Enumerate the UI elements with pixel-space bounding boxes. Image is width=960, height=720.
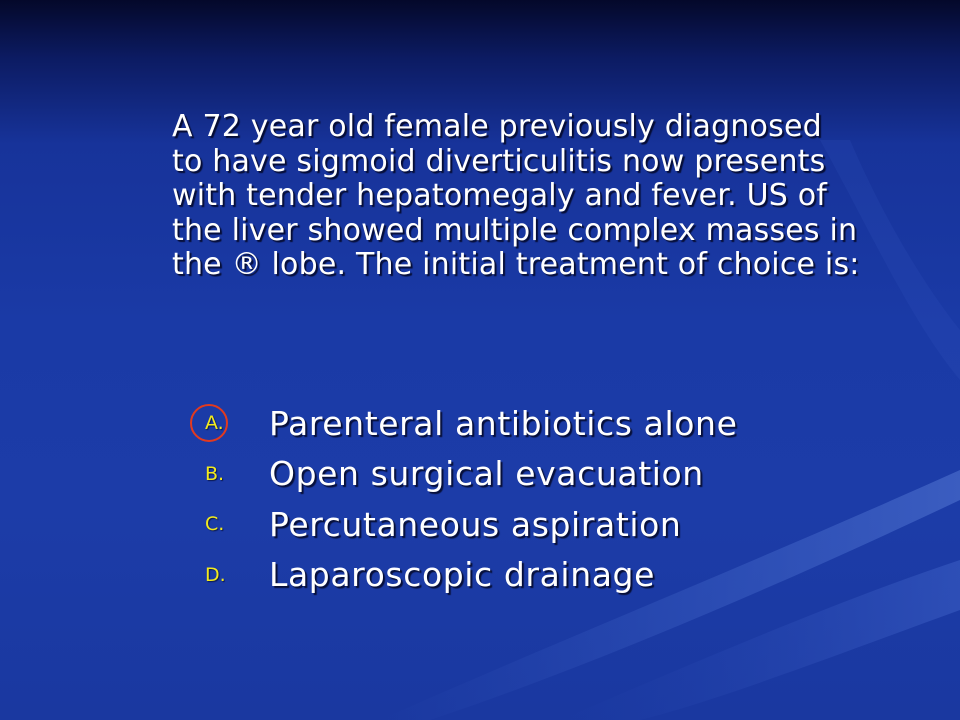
option-c-marker: C. bbox=[205, 513, 225, 536]
option-d-text: Laparoscopic drainage bbox=[269, 555, 655, 595]
option-a-marker bbox=[203, 412, 269, 434]
answer-circle-mark bbox=[190, 404, 228, 442]
question-text: A 72 year old female previously diagnosed to have sigmoid diverticulitis now presents with tender hepatomegaly and fever. US of the liver showed multiple complex masses in the ® lobe. The initial treatment of choice is: bbox=[172, 109, 860, 282]
option-b bbox=[203, 449, 863, 500]
option-b-marker: B. bbox=[205, 462, 225, 485]
option-c bbox=[203, 499, 863, 550]
option-b-text: Open surgical evacuation bbox=[269, 454, 704, 494]
answer-options-list bbox=[203, 398, 863, 600]
option-a-marker-label: A. bbox=[205, 412, 224, 435]
option-a bbox=[203, 398, 863, 449]
option-d bbox=[203, 550, 863, 601]
option-c-text: Percutaneous aspiration bbox=[269, 504, 682, 544]
option-a-text: Parenteral antibiotics alone bbox=[269, 403, 738, 443]
option-d-marker: D. bbox=[205, 563, 226, 586]
